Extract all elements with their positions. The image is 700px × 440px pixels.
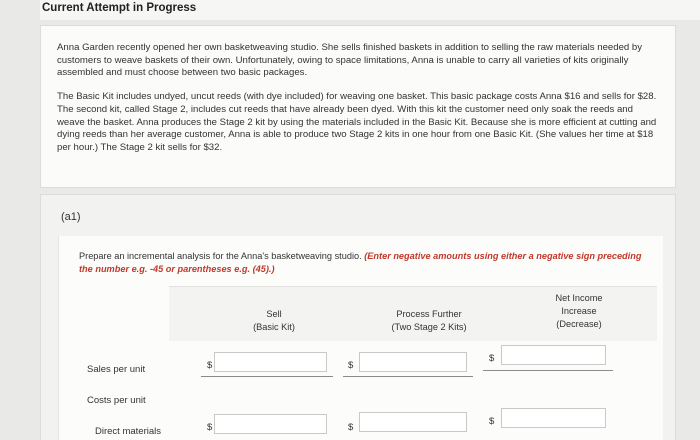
cell-underline: [201, 376, 333, 377]
column-header-line: (Two Stage 2 Kits): [391, 322, 467, 332]
currency-symbol: $: [207, 360, 213, 371]
row-label-direct-materials: Direct materials: [95, 426, 161, 437]
currency-symbol: $: [489, 416, 495, 427]
problem-statement: [40, 25, 676, 188]
instructions-note: (Enter negative amounts using either a negative sign preceding the number e.g. -45 or parentheses e.g. (45).): [79, 251, 642, 274]
part-a1-section: [40, 194, 676, 440]
row-label-sales-per-unit: Sales per unit: [87, 364, 146, 375]
column-header-line: (Decrease): [556, 319, 602, 329]
currency-symbol: $: [348, 360, 354, 371]
problem-paragraph-2: The Basic Kit includes undyed, uncut reeds (with dye included) for weaving one basket. This basic package costs Anna $16 and sells for $28. The second kit, called Stage 2, includes cut reeds that have already been dyed. With this kit the customer need only soak the reeds and weave the basket. Anna produces the Stage 2 kit by using the materials included in the Basic Kit. Because she is more efficient at cutting and dying reeds than her average customer, Anna is able to produce two Stage 2 kits in one hour from one Basic Kit. (She values her time at $18 per hour.) The Stage 2 kit sells for $32.: [57, 91, 657, 153]
column-header-sell: [219, 308, 329, 334]
column-header-line: Sell: [266, 309, 282, 319]
sales-process-further-input[interactable]: [359, 352, 467, 372]
cell-underline: [343, 376, 473, 377]
currency-symbol: $: [348, 422, 354, 433]
currency-symbol: $: [207, 422, 213, 433]
column-header-process-further: [359, 308, 499, 334]
row-label-costs-per-unit: Costs per unit: [87, 395, 146, 406]
sales-sell-input[interactable]: [214, 352, 327, 372]
direct-materials-process-further-input[interactable]: [359, 412, 467, 432]
column-header-line: (Basic Kit): [253, 322, 295, 332]
part-label: (a1): [61, 211, 81, 223]
problem-paragraph-1: Anna Garden recently opened her own basketweaving studio. She sells finished baskets in addition to selling the raw materials needed by customers to weave baskets of their own. Unfortunately, owing to space limitations, Anna is unable to carry all varieties of kits originally assembled and must choose between two basic packages.: [57, 42, 643, 79]
column-header-net-income: [529, 292, 629, 331]
instructions-text: Prepare an incremental analysis for the Anna's basketweaving studio.: [79, 251, 362, 261]
direct-materials-net-income-input[interactable]: [501, 408, 606, 428]
column-header-line: Increase: [561, 306, 597, 316]
column-header-line: Process Further: [396, 309, 462, 319]
cell-underline: [483, 370, 613, 371]
sales-net-income-input[interactable]: [501, 345, 606, 365]
currency-symbol: $: [489, 353, 495, 364]
instructions: [79, 250, 649, 275]
part-content: [58, 236, 663, 440]
direct-materials-sell-input[interactable]: [214, 414, 327, 434]
page-title: Current Attempt in Progress: [42, 2, 197, 14]
column-header-line: Net Income: [555, 293, 603, 303]
